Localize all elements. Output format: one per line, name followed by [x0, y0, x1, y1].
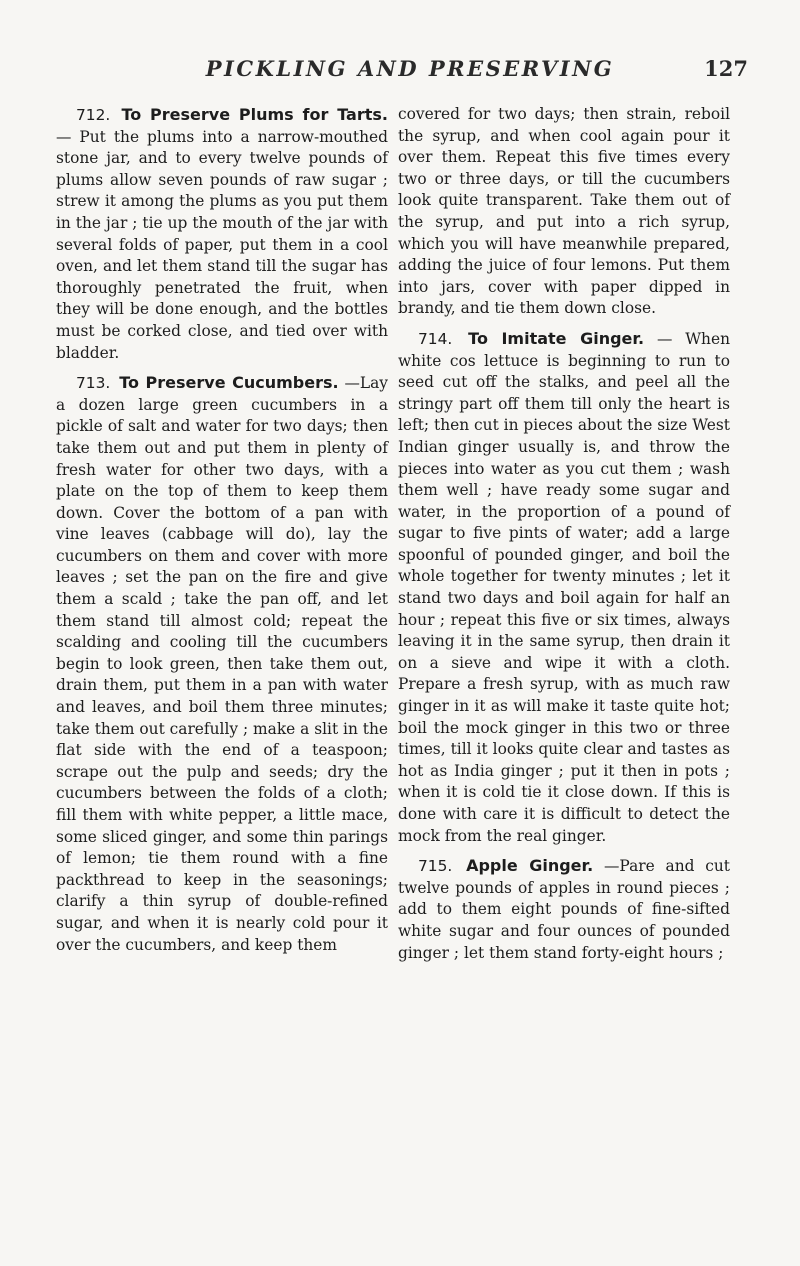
recipe-number: 714. [418, 329, 453, 348]
recipe-title: Apple Ginger. [466, 856, 594, 876]
page-header [60, 56, 760, 96]
recipe-713 [56, 372, 388, 956]
recipe-number: 713. [76, 374, 111, 393]
recipe-title: To Preserve Cucumbers. [119, 373, 339, 393]
recipe-number: 712. [76, 106, 111, 124]
recipe-712 [56, 104, 388, 364]
running-title: PICKLING AND PRESERVING [205, 56, 615, 81]
recipe-title: To Imitate Ginger. [468, 328, 645, 348]
left-column [56, 104, 388, 964]
recipe-713-continuation: covered for two days; then strain, reboil the syrup, and when cool again pour it over them. Repeat this five times every two or three days, or till the cucumbers look quite transparent. Take them out of the syrup, and put into a rich syrup, which you will have meanwhile prepared, adding the juice of four lemons. Put them into jars, cover with paper dipped in brandy, and tie them down close. [398, 105, 730, 318]
right-column [398, 104, 730, 972]
page-number: 127 [704, 56, 748, 81]
recipe-title: To Preserve Plums for Tarts. [121, 105, 388, 124]
recipe-714 [398, 328, 730, 847]
recipe-body: — When white cos lettuce is beginning to run to seed cut off the stalks, and peel all the stringy part off them till only the heart is left; then cut in pieces about the size West Indian ginger usually is, and throw the pieces into water as you cut them ; wash them well ; have ready some sugar and water, in the proportion of a pound of sugar to five pints of water; add a large spoonful of pounded ginger, and boil the whole together for twenty minutes ; let it stand two days and boil again for half an hour ; repeat this five or six times, always leaving it in the same syrup, then drain it on a sieve and wipe it with a cloth. Prepare a fresh syrup, with as much raw ginger in it as will make it taste quite hot; boil the mock ginger in this two or three times, till it looks quite clear and tastes as hot as India ginger ; put it then in pots ; when it is cold tie it close down. If this is done with care it is difficult to detect the mock from the real ginger. [398, 329, 730, 845]
recipe-715 [398, 855, 730, 964]
recipe-body: —Lay a dozen large green cucumbers in a pickle of salt and water for two days; then take them out and put them in plenty of fresh water for other two days, with a plate on the top of them to keep them down. Cover the bottom of a pan with vine leaves (cabbage will do), lay the cucumbers on them and cover with more leaves ; set the pan on the fire and give them a scald ; take the pan off, and let them stand till almost cold; repeat the scalding and cooling till the cucumbers begin to look green, then take them out, drain them, put them in a pan with water and leaves, and boil them three minutes; take them out carefully ; make a slit in the flat side with the end of a teaspoon; scrape out the pulp and seeds; dry the cucumbers between the folds of a cloth; fill them with white pepper, a little mace, some sliced ginger, and some thin parings of lemon; tie them round with a fine packthread to keep in the seasonings; clarify a thin syrup of double-refined sugar, and when it is nearly cold pour it over the cucumbers, and keep them [56, 374, 388, 954]
recipe-body: —Pare and cut twelve pounds of apples in round pieces ; add to them eight pounds of fine-sifted white sugar and four ounces of pounded ginger ; let them stand forty-eight hours ; [398, 857, 730, 962]
recipe-body: — Put the plums into a narrow-mouthed stone jar, and to every twelve pounds of plums allow seven pounds of raw sugar ; strew it among the plums as you put them in the jar ; tie up the mouth of the jar with several folds of paper, put them in a cool oven, and let them stand till the sugar has thoroughly penetrated the fruit, when they will be done enough, and the bottles must be corked close, and tied over with bladder. [56, 127, 388, 362]
recipe-number: 715. [418, 857, 453, 876]
